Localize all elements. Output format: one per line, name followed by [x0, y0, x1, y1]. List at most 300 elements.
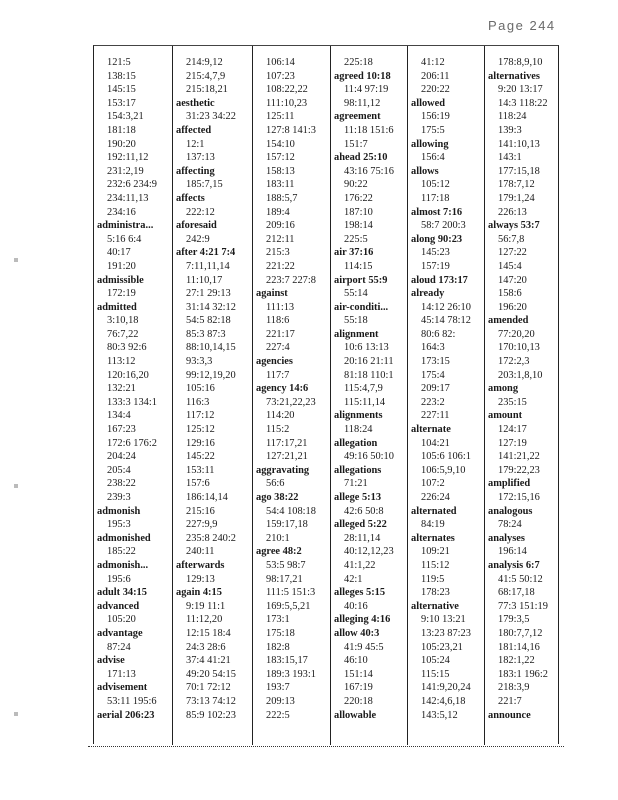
page-reference: 154:10: [266, 138, 295, 150]
page-reference: 172:15,16: [498, 492, 540, 503]
page-reference: 87:24: [107, 641, 131, 653]
page-reference: 41:5 50:12: [498, 573, 543, 585]
page-reference: 234:11,13: [107, 192, 149, 204]
page-reference: 31:23 34:22: [186, 111, 236, 123]
page-reference: 178:23: [421, 587, 450, 599]
page-reference: 215:18,21: [186, 84, 228, 96]
page-reference: 11:18 151:6: [344, 124, 394, 136]
page-reference: 206:11: [421, 70, 450, 82]
page-reference: 238:22: [107, 478, 136, 490]
page-reference: 105:24: [421, 655, 450, 667]
page-reference: 193:7: [266, 682, 290, 694]
column-divider: [330, 46, 331, 745]
index-term: agreement: [334, 111, 381, 123]
page-reference: 10:6 13:13: [344, 342, 389, 354]
page-reference: 88:10,14,15: [186, 342, 236, 354]
page-reference: 235:8 240:2: [186, 532, 236, 544]
page-reference: 169:5,5,21: [266, 600, 311, 612]
page-reference: 171:13: [107, 668, 136, 680]
page-reference: 85:9 102:23: [186, 709, 236, 721]
page-reference: 192:11,12: [107, 152, 149, 164]
page-reference: 80:3 92:6: [107, 342, 147, 354]
page-reference: 77:3 151:19: [498, 600, 548, 612]
page-reference: 231:2,19: [107, 165, 144, 177]
page-reference: 115:12: [421, 559, 450, 571]
page-reference: 70:1 72:12: [186, 682, 231, 694]
page-reference: 151:14: [344, 668, 373, 680]
index-term: agreed 10:18: [334, 70, 391, 82]
page-reference: 215:3: [266, 247, 290, 259]
page-reference: 115:2: [266, 424, 290, 436]
index-term: among: [488, 383, 519, 395]
page-reference: 11:12,20: [186, 614, 223, 626]
page-reference: 117:12: [186, 410, 215, 422]
page-reference: 55:14: [344, 288, 368, 300]
index-column-5: [411, 56, 471, 745]
page-reference: 56:7,8: [498, 233, 525, 245]
page-reference: 127:22: [498, 247, 527, 259]
page-reference: 7:11,11,14: [186, 260, 230, 272]
page-reference: 196:14: [498, 546, 527, 558]
page-reference: 71:21: [344, 478, 368, 490]
index-term: allegations: [334, 464, 382, 476]
page-reference: 153:11: [186, 464, 215, 476]
index-column-2: [176, 56, 236, 745]
page-reference: 159:17,18: [266, 519, 308, 531]
index-term: affected: [176, 124, 212, 136]
page-reference: 114:20: [266, 410, 295, 422]
page-reference: 222:5: [266, 709, 290, 721]
page-reference: 182:8: [266, 641, 290, 653]
page-reference: 40:17: [107, 247, 131, 259]
page-reference: 189:4: [266, 206, 290, 218]
page-reference: 114:15: [344, 260, 373, 272]
page-reference: 172:19: [107, 288, 136, 300]
index-term: allowing: [411, 138, 449, 150]
index-term: alignment: [334, 328, 379, 340]
page-reference: 195:3: [107, 519, 131, 531]
page-reference: 14:3 118:22: [498, 97, 548, 109]
page-reference: 158:6: [498, 288, 522, 300]
page-reference: 215:16: [186, 505, 215, 517]
page-reference: 56:6: [266, 478, 285, 490]
page-reference: 173:15: [421, 356, 450, 368]
page-reference: 3:10,18: [107, 315, 139, 327]
page-reference: 133:3 134:1: [107, 396, 157, 408]
page-reference: 227:9,9: [186, 519, 218, 531]
page-reference: 181:18: [107, 124, 136, 136]
page-reference: 209:17: [421, 383, 450, 395]
index-term: advanced: [97, 600, 140, 612]
index-term: alleges 5:15: [334, 587, 386, 599]
index-term: amount: [488, 410, 523, 422]
page-reference: 42:1: [344, 573, 363, 585]
index-term: against: [256, 288, 288, 300]
page-reference: 195:6: [107, 573, 131, 585]
page-reference: 107:2: [421, 478, 445, 490]
page-reference: 145:4: [498, 260, 522, 272]
page-reference: 118:24: [498, 111, 527, 123]
page-reference: 53:11 195:6: [107, 695, 157, 707]
page-reference: 118:6: [266, 315, 290, 327]
index-term: aesthetic: [176, 97, 215, 109]
page-reference: 20:16 21:11: [344, 356, 394, 368]
page-reference: 221:7: [498, 695, 522, 707]
page-reference: 12:15 18:4: [186, 627, 231, 639]
index-term: alternates: [411, 532, 455, 544]
index-term: aggravating: [256, 464, 310, 476]
page-reference: 42:6 50:8: [344, 505, 384, 517]
page-reference: 53:5 98:7: [266, 559, 306, 571]
page-reference: 209:16: [266, 220, 295, 232]
page-reference: 9:10 13:21: [421, 614, 466, 626]
page-reference: 108:22,22: [266, 84, 308, 96]
page-reference: 111:5 151:3: [266, 587, 316, 599]
index-term: alleging 4:16: [334, 614, 391, 626]
page-reference: 81:18 110:1: [344, 369, 394, 381]
page-reference: 156:4: [421, 152, 445, 164]
page-reference: 227:4: [266, 342, 290, 354]
page-reference: 120:16,20: [107, 369, 149, 381]
page-reference: 186:14,14: [186, 492, 228, 503]
index-column-3: [256, 56, 316, 745]
page-reference: 172:2,3: [498, 356, 530, 368]
index-term: allegation: [334, 437, 378, 449]
page-reference: 226:13: [498, 206, 527, 218]
page-reference: 220:18: [344, 695, 373, 707]
page-reference: 223:7 227:8: [266, 274, 316, 286]
index-term: affecting: [176, 165, 215, 177]
page-reference: 183:11: [266, 179, 295, 191]
page-reference: 145:22: [186, 451, 215, 463]
page-reference: 198:14: [344, 220, 373, 232]
page-reference: 218:3,9: [498, 682, 530, 694]
page-reference: 84:19: [421, 519, 445, 531]
index-term: air 37:16: [334, 247, 374, 259]
column-divider: [407, 46, 408, 745]
page-reference: 141:9,20,24: [421, 682, 471, 694]
page-reference: 209:13: [266, 695, 295, 707]
page-reference: 157:19: [421, 260, 450, 272]
binding-mark: [14, 258, 18, 262]
index-term: announce: [488, 709, 531, 721]
page-reference: 73:21,22,23: [266, 396, 316, 408]
page-reference: 234:16: [107, 206, 136, 218]
page-reference: 9:20 13:17: [498, 84, 543, 96]
page-reference: 12:1: [186, 138, 205, 150]
page-reference: 227:11: [421, 410, 450, 422]
index-term: along 90:23: [411, 233, 463, 245]
index-term: alternated: [411, 505, 457, 517]
page-reference: 223:2: [421, 396, 445, 408]
page-reference: 221:17: [266, 328, 295, 340]
index-term: air-conditi...: [334, 301, 389, 313]
page-reference: 226:24: [421, 492, 450, 503]
page-reference: 76:7,22: [107, 328, 139, 340]
index-term: ahead 25:10: [334, 152, 388, 164]
page-reference: 99:12,19,20: [186, 369, 236, 381]
index-term: allows: [411, 165, 439, 177]
page-reference: 167:19: [344, 682, 373, 694]
page-reference: 179:1,24: [498, 192, 535, 204]
page-reference: 147:20: [498, 274, 527, 286]
page-reference: 142:4,6,18: [421, 695, 466, 707]
page-reference: 58:7 200:3: [421, 220, 466, 232]
page-reference: 31:14 32:12: [186, 301, 236, 313]
page-reference: 41:9 45:5: [344, 641, 384, 653]
page-reference: 239:3: [107, 492, 131, 503]
page-reference: 178:8,9,10: [498, 57, 543, 68]
page-reference: 203:1,8,10: [498, 369, 543, 381]
page-reference: 107:23: [266, 70, 295, 82]
page-reference: 127:19: [498, 437, 527, 449]
page-reference: 115:4,7,9: [344, 383, 383, 395]
page-reference: 41:12: [421, 57, 445, 68]
page-reference: 85:3 87:3: [186, 328, 226, 340]
page-reference: 134:4: [107, 410, 131, 422]
page-reference: 164:3: [421, 342, 445, 354]
index-term: advantage: [97, 627, 143, 639]
page-reference: 54:5 82:18: [186, 315, 231, 327]
page-reference: 181:14,16: [498, 641, 540, 653]
page-reference: 14:12 26:10: [421, 301, 471, 313]
index-term: amended: [488, 315, 529, 327]
page-reference: 204:24: [107, 451, 136, 463]
page-reference: 106:14: [266, 57, 295, 68]
index-term: agencies: [256, 356, 293, 368]
index-term: allow 40:3: [334, 627, 380, 639]
page-reference: 127:21,21: [266, 451, 308, 463]
page-reference: 145:23: [421, 247, 450, 259]
page-reference: 132:21: [107, 383, 136, 395]
index-column-1: [97, 56, 157, 745]
page-reference: 40:16: [344, 600, 368, 612]
page-reference: 179:3,5: [498, 614, 530, 626]
page-reference: 121:5: [107, 57, 131, 68]
page-reference: 109:21: [421, 546, 450, 558]
page-reference: 214:9,12: [186, 57, 223, 68]
index-term: alignments: [334, 410, 383, 422]
page-reference: 175:5: [421, 124, 445, 136]
page-reference: 170:10,13: [498, 342, 540, 354]
index-term: alternative: [411, 600, 459, 612]
page-number: Page 244: [488, 18, 556, 33]
page-reference: 45:14 78:12: [421, 315, 471, 327]
index-term: allowed: [411, 97, 446, 109]
index-term: airport 55:9: [334, 274, 388, 286]
index-term: admissible: [97, 274, 144, 286]
index-term: analysis 6:7: [488, 559, 540, 571]
page-reference: 127:8 141:3: [266, 124, 316, 136]
page-reference: 105:12: [421, 179, 450, 191]
index-term: agree 48:2: [256, 546, 302, 558]
page-reference: 116:3: [186, 396, 210, 408]
page-reference: 49:16 50:10: [344, 451, 394, 463]
page-reference: 137:13: [186, 152, 215, 164]
page-reference: 119:5: [421, 573, 445, 585]
page-reference: 143:1: [498, 152, 522, 164]
page-reference: 37:4 41:21: [186, 655, 231, 667]
page-reference: 210:1: [266, 532, 290, 544]
page-reference: 40:12,12,23: [344, 546, 394, 558]
page-reference: 11:4 97:19: [344, 84, 389, 96]
page-reference: 175:4: [421, 369, 445, 381]
page-reference: 41:1,22: [344, 559, 376, 571]
index-term: admonish...: [97, 559, 149, 571]
index-term: after 4:21 7:4: [176, 247, 236, 259]
page-reference: 104:21: [421, 437, 450, 449]
page-reference: 157:6: [186, 478, 210, 490]
index-term: affects: [176, 192, 205, 204]
page-reference: 98:11,12: [344, 97, 381, 109]
index-term: aforesaid: [176, 220, 217, 232]
page-reference: 24:3 28:6: [186, 641, 226, 653]
page-reference: 111:13: [266, 301, 295, 313]
page-reference: 221:22: [266, 260, 295, 272]
page-reference: 139:3: [498, 124, 522, 136]
page-reference: 179:22,23: [498, 464, 540, 476]
index-term: analyses: [488, 532, 525, 544]
page-reference: 173:1: [266, 614, 290, 626]
page-reference: 189:3 193:1: [266, 668, 316, 680]
page-reference: 176:22: [344, 192, 373, 204]
page-reference: 158:13: [266, 165, 295, 177]
page-reference: 9:19 11:1: [186, 600, 226, 612]
page-reference: 117:18: [421, 192, 450, 204]
page-reference: 117:17,21: [266, 437, 308, 449]
page-reference: 182:1,22: [498, 655, 535, 667]
binding-mark: [14, 484, 18, 488]
page-reference: 124:17: [498, 424, 527, 436]
page-reference: 105:20: [107, 614, 136, 626]
index-term: alternatives: [488, 70, 540, 82]
page-reference: 105:23,21: [421, 641, 463, 653]
page-reference: 78:24: [498, 519, 522, 531]
page-reference: 46:10: [344, 655, 368, 667]
page-reference: 222:12: [186, 206, 215, 218]
page-reference: 80:6 82:: [421, 328, 456, 340]
page-reference: 167:23: [107, 424, 136, 436]
index-term: admonish: [97, 505, 141, 517]
page-reference: 235:15: [498, 396, 527, 408]
page-reference: 28:11,14: [344, 532, 381, 544]
page-reference: 90:22: [344, 179, 368, 191]
page-reference: 191:20: [107, 260, 136, 272]
page-reference: 225:18: [344, 57, 373, 68]
page-reference: 196:20: [498, 301, 527, 313]
page-reference: 183:1 196:2: [498, 668, 548, 680]
page-reference: 106:5,9,10: [421, 464, 466, 476]
index-term: administra...: [97, 220, 154, 232]
page-reference: 225:5: [344, 233, 368, 245]
bottom-rule: [88, 746, 564, 747]
index-term: aloud 173:17: [411, 274, 468, 286]
page-reference: 177:15,18: [498, 165, 540, 177]
page-reference: 138:15: [107, 70, 136, 82]
page-reference: 93:3,3: [186, 356, 213, 368]
page-reference: 27:1 29:13: [186, 288, 231, 300]
index-term: again 4:15: [176, 587, 222, 599]
page-reference: 145:15: [107, 84, 136, 96]
page-reference: 11:10,17: [186, 274, 223, 286]
page-reference: 215:4,7,9: [186, 70, 226, 82]
page-reference: 113:12: [107, 356, 136, 368]
page-reference: 240:11: [186, 546, 215, 558]
page-reference: 117:7: [266, 369, 290, 381]
page-reference: 172:6 176:2: [107, 437, 157, 449]
index-term: always 53:7: [488, 220, 540, 232]
index-term: amplified: [488, 478, 531, 490]
page-reference: 129:16: [186, 437, 215, 449]
page-reference: 151:7: [344, 138, 368, 150]
index-term: ago 38:22: [256, 492, 299, 503]
page-reference: 55:18: [344, 315, 368, 327]
page-reference: 190:20: [107, 138, 136, 150]
index-term: allowable: [334, 709, 377, 721]
column-divider: [252, 46, 253, 745]
page-reference: 153:17: [107, 97, 136, 109]
page-reference: 105:6 106:1: [421, 451, 471, 463]
page-reference: 180:7,7,12: [498, 627, 543, 639]
page-reference: 187:10: [344, 206, 373, 218]
page-reference: 125:11: [266, 111, 295, 123]
index-table: [93, 45, 559, 744]
index-term: adult 34:15: [97, 587, 147, 599]
page-reference: 54:4 108:18: [266, 505, 316, 517]
index-term: advise: [97, 655, 125, 667]
column-divider: [172, 46, 173, 745]
page-reference: 141:10,13: [498, 138, 540, 150]
page-reference: 220:22: [421, 84, 450, 96]
index-column-6: [488, 56, 548, 745]
page-reference: 242:9: [186, 233, 210, 245]
page-reference: 157:12: [266, 152, 295, 164]
page-reference: 111:10,23: [266, 97, 308, 109]
page-reference: 185:7,15: [186, 179, 223, 191]
page-reference: 125:12: [186, 424, 215, 436]
page-reference: 188:5,7: [266, 192, 298, 204]
binding-mark: [14, 712, 18, 716]
page-reference: 175:18: [266, 627, 295, 639]
page-reference: 49:20 54:15: [186, 668, 236, 680]
index-term: allege 5:13: [334, 492, 382, 503]
index-term: already: [411, 288, 445, 300]
page-reference: 232:6 234:9: [107, 179, 157, 191]
page-reference: 5:16 6:4: [107, 233, 142, 245]
page-reference: 115:15: [421, 668, 450, 680]
page-reference: 183:15,17: [266, 655, 308, 667]
page-reference: 73:13 74:12: [186, 695, 236, 707]
page-reference: 205:4: [107, 464, 131, 476]
page-reference: 154:3,21: [107, 111, 144, 123]
page-reference: 129:13: [186, 573, 215, 585]
page-reference: 178:7,12: [498, 179, 535, 191]
index-term: analogous: [488, 505, 533, 517]
index-term: alleged 5:22: [334, 519, 387, 531]
page-reference: 13:23 87:23: [421, 627, 471, 639]
page-reference: 68:17,18: [498, 587, 535, 599]
page-reference: 143:5,12: [421, 709, 458, 721]
page-reference: 43:16 75:16: [344, 165, 394, 177]
index-term: afterwards: [176, 559, 225, 571]
index-column-4: [334, 56, 394, 745]
index-term: advisement: [97, 682, 148, 694]
column-divider: [484, 46, 485, 745]
index-term: almost 7:16: [411, 206, 463, 218]
page-reference: 141:21,22: [498, 451, 540, 463]
page-reference: 105:16: [186, 383, 215, 395]
index-term: admitted: [97, 301, 137, 313]
